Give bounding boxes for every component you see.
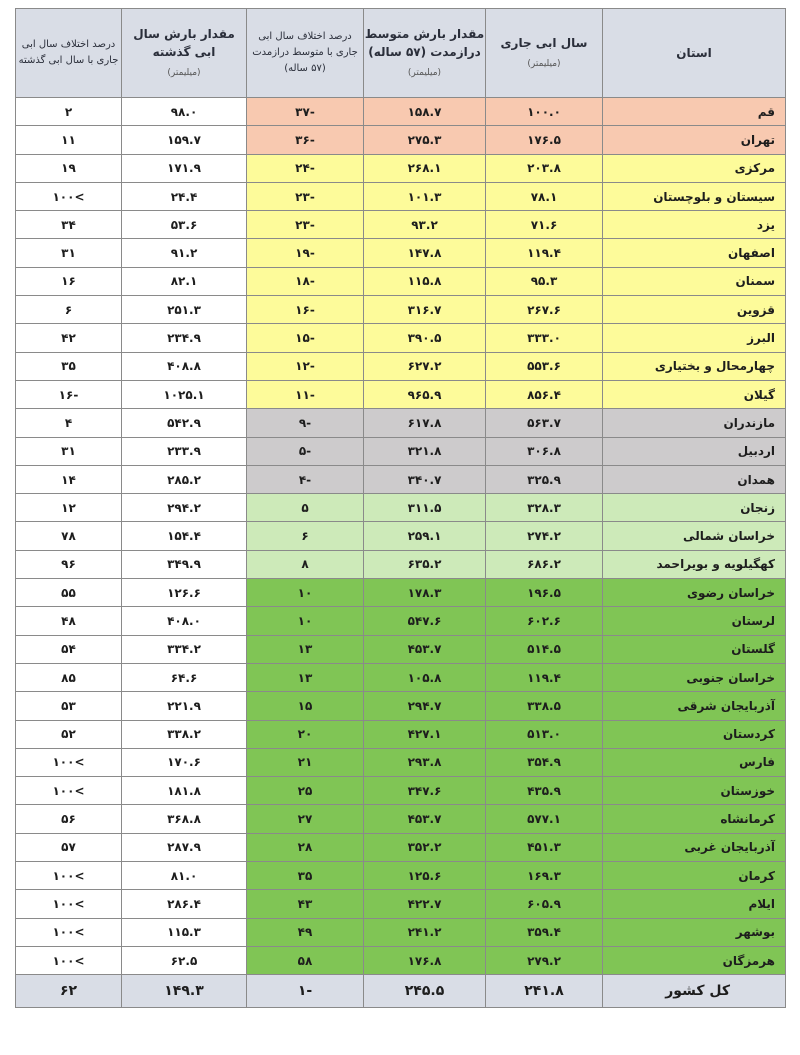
table-row: [16, 211, 786, 239]
cell-province: همدان: [603, 465, 786, 493]
cell-current: ۸۵۶.۴: [486, 380, 603, 408]
table-row: [16, 579, 786, 607]
cell-diff-average: ۱۵: [247, 692, 364, 720]
cell-previous: ۳۳۸.۲: [122, 720, 247, 748]
cell-diff-average: ۶: [247, 522, 364, 550]
cell-diff-average: -۱۶: [247, 296, 364, 324]
table-row: [16, 267, 786, 295]
table-row: [16, 805, 786, 833]
cell-diff-average: -۲۳: [247, 211, 364, 239]
cell-previous: ۲۲۱.۹: [122, 692, 247, 720]
cell-diff-previous: >۱۰۰: [16, 748, 122, 776]
table-row: [16, 324, 786, 352]
header-row: [16, 9, 786, 98]
table-row: [16, 409, 786, 437]
cell-province: سمنان: [603, 267, 786, 295]
cell-province: آذربایجان شرقی: [603, 692, 786, 720]
cell-average: ۱۷۸.۳: [364, 579, 486, 607]
table-row: [16, 777, 786, 805]
table-row: [16, 239, 786, 267]
cell-average: ۴۵۳.۷: [364, 635, 486, 663]
cell-current: ۴۳۵.۹: [486, 777, 603, 805]
cell-diff-average: -۱۱: [247, 380, 364, 408]
cell-diff-average: ۲۰: [247, 720, 364, 748]
cell-province: ایلام: [603, 890, 786, 918]
cell-diff-previous: >۱۰۰: [16, 182, 122, 210]
cell-diff-previous: ۳۴: [16, 211, 122, 239]
total-row: [16, 975, 786, 1008]
table-row: [16, 465, 786, 493]
cell-previous: ۹۱.۲: [122, 239, 247, 267]
cell-previous: ۲۴.۴: [122, 182, 247, 210]
header-previous-unit: (میلیمتر): [167, 67, 201, 78]
cell-province: هرمزگان: [603, 946, 786, 974]
cell-province: کرمان: [603, 862, 786, 890]
cell-diff-previous: ۵۷: [16, 833, 122, 861]
cell-diff-previous: >۱۰۰: [16, 918, 122, 946]
cell-average: ۱۷۶.۸: [364, 946, 486, 974]
cell-current: ۳۳۳.۰: [486, 324, 603, 352]
cell-diff-previous: >۱۰۰: [16, 777, 122, 805]
cell-province: گیلان: [603, 380, 786, 408]
cell-average: ۲۵۹.۱: [364, 522, 486, 550]
cell-diff-previous: >۱۰۰: [16, 946, 122, 974]
cell-diff-average: ۲۱: [247, 748, 364, 776]
cell-current: ۱۰۰.۰: [486, 98, 603, 126]
header-diff-previous: درصد اختلاف سال ابی جاری با سال ابی گذشته: [16, 9, 122, 98]
cell-previous: ۶۲.۵: [122, 946, 247, 974]
table-row: [16, 352, 786, 380]
cell-current: ۱۷۶.۵: [486, 126, 603, 154]
cell-province: یزد: [603, 211, 786, 239]
cell-previous: ۱۵۹.۷: [122, 126, 247, 154]
cell-previous: ۹۸.۰: [122, 98, 247, 126]
cell-diff-previous: ۴۲: [16, 324, 122, 352]
cell-current: ۱۶۹.۳: [486, 862, 603, 890]
cell-province: کرمانشاه: [603, 805, 786, 833]
table-row: [16, 126, 786, 154]
cell-average: ۱۱۵.۸: [364, 267, 486, 295]
cell-previous: ۵۳.۶: [122, 211, 247, 239]
table-row: [16, 692, 786, 720]
table-row: [16, 918, 786, 946]
cell-diff-previous: ۸۵: [16, 663, 122, 691]
cell-diff-previous: ۲: [16, 98, 122, 126]
header-current-unit: (میلیمتر): [527, 58, 561, 69]
cell-diff-previous: ۴: [16, 409, 122, 437]
cell-current: ۲۷۴.۲: [486, 522, 603, 550]
cell-previous: ۳۶۸.۸: [122, 805, 247, 833]
cell-average: ۹۶۵.۹: [364, 380, 486, 408]
cell-diff-previous: ۶: [16, 296, 122, 324]
total-province: کل کشور: [603, 975, 786, 1008]
cell-average: ۳۴۷.۶: [364, 777, 486, 805]
cell-diff-average: ۲۵: [247, 777, 364, 805]
cell-average: ۴۲۷.۱: [364, 720, 486, 748]
cell-current: ۲۰۳.۸: [486, 154, 603, 182]
cell-province: خوزستان: [603, 777, 786, 805]
cell-province: قزوین: [603, 296, 786, 324]
table-row: [16, 890, 786, 918]
cell-diff-average: ۱۳: [247, 663, 364, 691]
cell-previous: ۸۲.۱: [122, 267, 247, 295]
cell-province: مرکزی: [603, 154, 786, 182]
cell-average: ۱۲۵.۶: [364, 862, 486, 890]
cell-average: ۲۶۸.۱: [364, 154, 486, 182]
cell-diff-average: ۴۹: [247, 918, 364, 946]
cell-previous: ۱۲۶.۶: [122, 579, 247, 607]
cell-average: ۳۲۱.۸: [364, 437, 486, 465]
cell-average: ۳۴۰.۷: [364, 465, 486, 493]
cell-previous: ۲۳۳.۹: [122, 437, 247, 465]
cell-diff-average: -۳۷: [247, 98, 364, 126]
cell-province: خراسان شمالی: [603, 522, 786, 550]
cell-current: ۷۸.۱: [486, 182, 603, 210]
cell-diff-average: ۲۸: [247, 833, 364, 861]
cell-average: ۱۰۵.۸: [364, 663, 486, 691]
cell-diff-previous: ۵۳: [16, 692, 122, 720]
cell-diff-previous: ۵۶: [16, 805, 122, 833]
table-row: [16, 635, 786, 663]
cell-diff-average: ۴۳: [247, 890, 364, 918]
cell-diff-average: ۱۰: [247, 607, 364, 635]
cell-province: مازندران: [603, 409, 786, 437]
cell-current: ۳۲۸.۳: [486, 494, 603, 522]
cell-diff-average: -۱۹: [247, 239, 364, 267]
cell-province: کهگیلویه و بویراحمد: [603, 550, 786, 578]
cell-previous: ۸۱.۰: [122, 862, 247, 890]
table-row: [16, 494, 786, 522]
cell-previous: ۱۸۱.۸: [122, 777, 247, 805]
cell-average: ۹۳.۲: [364, 211, 486, 239]
cell-diff-previous: ۱۶: [16, 267, 122, 295]
cell-diff-average: -۲۳: [247, 182, 364, 210]
cell-diff-previous: ۷۸: [16, 522, 122, 550]
cell-previous: ۳۳۴.۲: [122, 635, 247, 663]
cell-previous: ۴۰۸.۸: [122, 352, 247, 380]
cell-previous: ۲۵۱.۳: [122, 296, 247, 324]
cell-province: البرز: [603, 324, 786, 352]
table-row: [16, 946, 786, 974]
rainfall-table: [15, 8, 786, 1008]
cell-current: ۳۵۹.۴: [486, 918, 603, 946]
cell-average: ۲۴۱.۲: [364, 918, 486, 946]
cell-current: ۲۷۹.۲: [486, 946, 603, 974]
cell-previous: ۱۵۴.۴: [122, 522, 247, 550]
cell-previous: ۲۸۵.۲: [122, 465, 247, 493]
cell-previous: ۱۷۱.۹: [122, 154, 247, 182]
cell-average: ۳۵۲.۲: [364, 833, 486, 861]
cell-diff-average: ۱۰: [247, 579, 364, 607]
cell-average: ۱۰۱.۳: [364, 182, 486, 210]
cell-diff-previous: ۴۸: [16, 607, 122, 635]
cell-average: ۴۵۳.۷: [364, 805, 486, 833]
table-row: [16, 607, 786, 635]
cell-average: ۵۴۷.۶: [364, 607, 486, 635]
cell-average: ۴۲۲.۷: [364, 890, 486, 918]
cell-diff-average: -۹: [247, 409, 364, 437]
cell-current: ۶۰۲.۶: [486, 607, 603, 635]
cell-diff-previous: ۳۱: [16, 239, 122, 267]
total-diff-average: -۱: [247, 975, 364, 1008]
cell-current: ۶۰۵.۹: [486, 890, 603, 918]
cell-diff-previous: ۳۵: [16, 352, 122, 380]
cell-current: ۳۳۸.۵: [486, 692, 603, 720]
cell-current: ۱۱۹.۴: [486, 663, 603, 691]
cell-average: ۱۵۸.۷: [364, 98, 486, 126]
cell-average: ۳۹۰.۵: [364, 324, 486, 352]
cell-previous: ۲۸۷.۹: [122, 833, 247, 861]
table-row: [16, 296, 786, 324]
cell-province: اصفهان: [603, 239, 786, 267]
table-body: [16, 98, 786, 975]
cell-current: ۱۹۶.۵: [486, 579, 603, 607]
cell-province: خراسان جنوبی: [603, 663, 786, 691]
cell-average: ۶۱۷.۸: [364, 409, 486, 437]
cell-current: ۷۱.۶: [486, 211, 603, 239]
table-row: [16, 833, 786, 861]
total-current: ۲۴۱.۸: [486, 975, 603, 1008]
cell-previous: ۱۱۵.۳: [122, 918, 247, 946]
cell-current: ۵۱۳.۰: [486, 720, 603, 748]
cell-previous: ۵۴۲.۹: [122, 409, 247, 437]
cell-previous: ۲۸۶.۴: [122, 890, 247, 918]
cell-province: سیستان و بلوچستان: [603, 182, 786, 210]
table-row: [16, 437, 786, 465]
cell-diff-average: -۳۶: [247, 126, 364, 154]
cell-current: ۴۵۱.۳: [486, 833, 603, 861]
cell-diff-average: ۲۷: [247, 805, 364, 833]
cell-average: ۶۳۵.۲: [364, 550, 486, 578]
header-current: سال ابی جاری (میلیمتر): [486, 9, 603, 98]
cell-current: ۵۷۷.۱: [486, 805, 603, 833]
cell-diff-previous: ۱۴: [16, 465, 122, 493]
header-diff-average: درصد اختلاف سال ابی جاری با متوسط درازمدت (۵۷ ساله): [247, 9, 364, 98]
cell-diff-average: ۳۵: [247, 862, 364, 890]
cell-province: فارس: [603, 748, 786, 776]
table-row: [16, 98, 786, 126]
cell-province: لرستان: [603, 607, 786, 635]
cell-province: زنجان: [603, 494, 786, 522]
cell-diff-previous: -۱۶: [16, 380, 122, 408]
cell-previous: ۱۰۲۵.۱: [122, 380, 247, 408]
cell-province: گلستان: [603, 635, 786, 663]
table-row: [16, 522, 786, 550]
table-row: [16, 550, 786, 578]
cell-diff-previous: ۵۴: [16, 635, 122, 663]
cell-current: ۱۱۹.۴: [486, 239, 603, 267]
cell-average: ۲۷۵.۳: [364, 126, 486, 154]
cell-previous: ۱۷۰.۶: [122, 748, 247, 776]
table-row: [16, 748, 786, 776]
header-average: مقدار بارش متوسط درازمدت (۵۷ ساله) (میلیمتر): [364, 9, 486, 98]
table-row: [16, 663, 786, 691]
cell-province: خراسان رضوی: [603, 579, 786, 607]
cell-diff-average: -۴: [247, 465, 364, 493]
cell-diff-average: ۸: [247, 550, 364, 578]
cell-province: آذربایجان غربی: [603, 833, 786, 861]
cell-diff-previous: ۱۹: [16, 154, 122, 182]
header-previous: مقدار بارش سال ابی گذشته (میلیمتر): [122, 9, 247, 98]
table-row: [16, 154, 786, 182]
cell-diff-previous: ۱۱: [16, 126, 122, 154]
cell-current: ۲۶۷.۶: [486, 296, 603, 324]
cell-average: ۳۱۶.۷: [364, 296, 486, 324]
cell-current: ۶۸۶.۲: [486, 550, 603, 578]
table-row: [16, 182, 786, 210]
cell-diff-previous: ۹۶: [16, 550, 122, 578]
cell-current: ۳۵۴.۹: [486, 748, 603, 776]
table-row: [16, 720, 786, 748]
cell-diff-previous: ۵۵: [16, 579, 122, 607]
cell-diff-previous: ۵۲: [16, 720, 122, 748]
cell-diff-previous: >۱۰۰: [16, 862, 122, 890]
table-row: [16, 862, 786, 890]
cell-current: ۹۵.۳: [486, 267, 603, 295]
cell-current: ۳۰۶.۸: [486, 437, 603, 465]
total-average: ۲۴۵.۵: [364, 975, 486, 1008]
cell-current: ۳۲۵.۹: [486, 465, 603, 493]
cell-province: بوشهر: [603, 918, 786, 946]
cell-previous: ۲۳۴.۹: [122, 324, 247, 352]
cell-average: ۲۹۴.۷: [364, 692, 486, 720]
header-province: استان: [603, 9, 786, 98]
total-diff-previous: ۶۲: [16, 975, 122, 1008]
cell-province: قم: [603, 98, 786, 126]
cell-diff-average: -۱۲: [247, 352, 364, 380]
cell-current: ۵۱۴.۵: [486, 635, 603, 663]
cell-average: ۶۲۷.۲: [364, 352, 486, 380]
cell-province: کردستان: [603, 720, 786, 748]
cell-diff-previous: ۳۱: [16, 437, 122, 465]
cell-current: ۵۶۳.۷: [486, 409, 603, 437]
cell-diff-average: ۵: [247, 494, 364, 522]
cell-average: ۳۱۱.۵: [364, 494, 486, 522]
cell-diff-average: ۵۸: [247, 946, 364, 974]
cell-diff-average: -۱۸: [247, 267, 364, 295]
cell-previous: ۳۴۹.۹: [122, 550, 247, 578]
cell-diff-average: -۵: [247, 437, 364, 465]
table-row: [16, 380, 786, 408]
cell-average: ۱۴۷.۸: [364, 239, 486, 267]
header-average-unit: (میلیمتر): [407, 67, 442, 78]
cell-diff-average: ۱۳: [247, 635, 364, 663]
cell-previous: ۴۰۸.۰: [122, 607, 247, 635]
cell-previous: ۲۹۴.۲: [122, 494, 247, 522]
cell-diff-previous: ۱۲: [16, 494, 122, 522]
cell-diff-previous: >۱۰۰: [16, 890, 122, 918]
cell-province: چهارمحال و بختیاری: [603, 352, 786, 380]
total-previous: ۱۴۹.۳: [122, 975, 247, 1008]
cell-diff-average: -۱۵: [247, 324, 364, 352]
cell-province: تهران: [603, 126, 786, 154]
cell-current: ۵۵۳.۶: [486, 352, 603, 380]
cell-average: ۲۹۳.۸: [364, 748, 486, 776]
cell-province: اردبیل: [603, 437, 786, 465]
cell-previous: ۶۴.۶: [122, 663, 247, 691]
cell-diff-average: -۲۴: [247, 154, 364, 182]
rainfall-table-container: [15, 8, 785, 1008]
